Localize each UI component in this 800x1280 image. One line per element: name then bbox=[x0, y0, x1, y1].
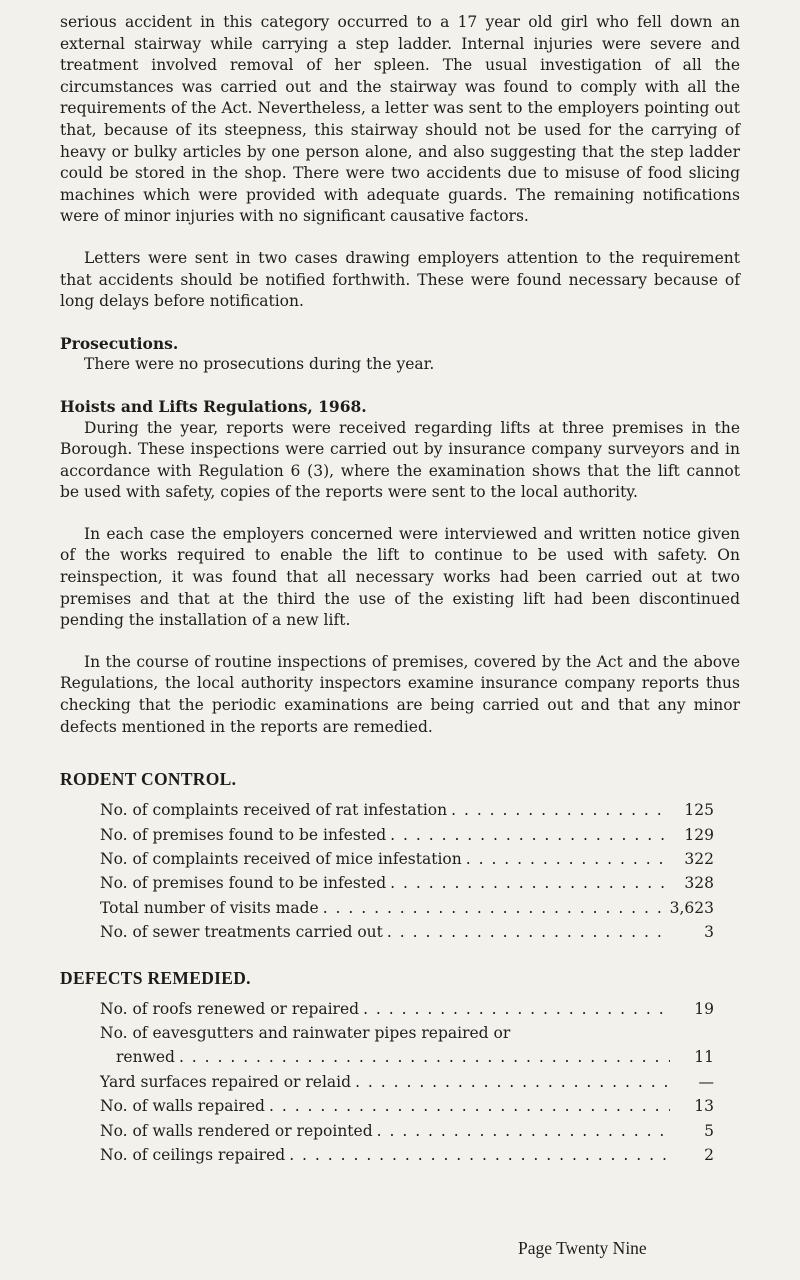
list-item bbox=[100, 1021, 714, 1045]
paragraph-prosecutions: There were no prosecutions during the year. bbox=[84, 355, 435, 374]
stat-value: — bbox=[698, 1072, 714, 1091]
stat-label: No. of walls repaired bbox=[100, 1097, 265, 1116]
dot-leader bbox=[355, 1070, 670, 1094]
list-item bbox=[100, 798, 714, 822]
dot-leader bbox=[269, 1094, 670, 1118]
stat-value: 3 bbox=[704, 923, 714, 942]
stat-label: No. of sewer treatments carried out bbox=[100, 923, 383, 942]
dot-leader bbox=[323, 896, 666, 920]
dot-leader bbox=[390, 823, 670, 847]
stat-value: 129 bbox=[684, 825, 714, 844]
stat-value: 3,623 bbox=[669, 898, 714, 917]
rodent-control-list bbox=[100, 798, 714, 944]
stat-value: 11 bbox=[694, 1048, 714, 1067]
list-item-continuation bbox=[100, 1045, 714, 1069]
list-item bbox=[100, 1094, 714, 1118]
section-title-rodent-control: RODENT CONTROL. bbox=[60, 769, 237, 790]
list-item bbox=[100, 871, 714, 895]
list-item bbox=[100, 847, 714, 871]
stat-label: renwed bbox=[116, 1048, 175, 1067]
stat-label: No. of walls rendered or repointed bbox=[100, 1121, 373, 1140]
heading-prosecutions: Prosecutions. bbox=[60, 333, 179, 353]
list-item bbox=[100, 1070, 714, 1094]
stat-label: Total number of visits made bbox=[100, 898, 319, 917]
stat-label: No. of eavesgutters and rainwater pipes repaired or bbox=[100, 1024, 511, 1043]
defects-remedied-list bbox=[100, 997, 714, 1168]
stat-value: 125 bbox=[684, 801, 714, 820]
stat-value: 322 bbox=[684, 850, 714, 869]
list-item bbox=[100, 997, 714, 1021]
dot-leader bbox=[363, 997, 670, 1021]
dot-leader bbox=[289, 1143, 670, 1167]
paragraph-routine-inspections: In the course of routine inspections of premises, covered by the Act and the above Regulations, the local authority inspectors examine insurance company reports thus checking that the periodic examinations are being carried out and that any minor defects mentioned in the reports are remedied. bbox=[60, 652, 740, 736]
paragraph-lift-reports: During the year, reports were received regarding lifts at three premises in the Borough. These inspections were carried out by insurance company surveyors and in accordance with Regulation 6 (3), where the examination shows that the lift cannot be used with safety, copies of the reports were sent to the local authority. bbox=[60, 418, 740, 502]
stat-label: No. of premises found to be infested bbox=[100, 825, 387, 844]
page-number: Page Twenty Nine bbox=[518, 1238, 647, 1258]
stat-value: 13 bbox=[694, 1097, 714, 1116]
dot-leader bbox=[466, 847, 670, 871]
stat-value: 328 bbox=[684, 874, 714, 893]
list-item bbox=[100, 920, 714, 944]
heading-hoists-lifts: Hoists and Lifts Regulations, 1968. bbox=[60, 396, 367, 416]
list-item bbox=[100, 1119, 714, 1143]
paragraph-employer-notices: In each case the employers concerned were interviewed and written notice given of the works required to enable the lift to continue to be used with safety. On reinspection, it was found that all necessary works had been carried out at two premises and that at the third the use of the existing lift had been discontinued pending the installation of a new lift. bbox=[60, 524, 740, 630]
list-item bbox=[100, 896, 714, 920]
stat-value: 2 bbox=[704, 1146, 714, 1165]
stat-label: No. of complaints received of mice infestation bbox=[100, 850, 462, 869]
section-title-defects-remedied: DEFECTS REMEDIED. bbox=[60, 967, 251, 988]
stat-label: No. of roofs renewed or repaired bbox=[100, 999, 360, 1018]
paragraph-notification-letters: Letters were sent in two cases drawing employers attention to the requirement that accidents should be notified forthwith. These were found necessary because of long delays before notification. bbox=[60, 248, 740, 311]
stat-value: 5 bbox=[704, 1121, 714, 1140]
document-page bbox=[60, 12, 740, 1168]
list-item bbox=[100, 1143, 714, 1167]
stat-label: No. of premises found to be infested bbox=[100, 874, 387, 893]
stat-label: No. of ceilings repaired bbox=[100, 1146, 286, 1165]
dot-leader bbox=[377, 1119, 670, 1143]
paragraph-accident: serious accident in this category occurred to a 17 year old girl who fell down an external stairway while carrying a step ladder. Internal injuries were severe and treatment involved removal of her spleen. The usual investigation of all the circumstances was carried out and the stairway was found to comply with all the requirements of the Act. Nevertheless, a letter was sent to the employers pointing out that, because of its steepness, this stairway should not be used for the carrying of heavy or bulky articles by one person alone, and also suggesting that the step ladder could be stored in the shop. There were two accidents due to misuse of food slicing machines which were provided with adequate guards. The remaining notifications were of minor injuries with no significant causative factors. bbox=[60, 13, 740, 226]
dot-leader bbox=[451, 798, 670, 822]
dot-leader bbox=[387, 920, 670, 944]
dot-leader bbox=[179, 1045, 670, 1069]
stat-value: 19 bbox=[694, 999, 714, 1018]
stat-label: Yard surfaces repaired or relaid bbox=[100, 1072, 352, 1091]
list-item bbox=[100, 823, 714, 847]
stat-label: No. of complaints received of rat infestation bbox=[100, 801, 448, 820]
dot-leader bbox=[390, 871, 670, 895]
